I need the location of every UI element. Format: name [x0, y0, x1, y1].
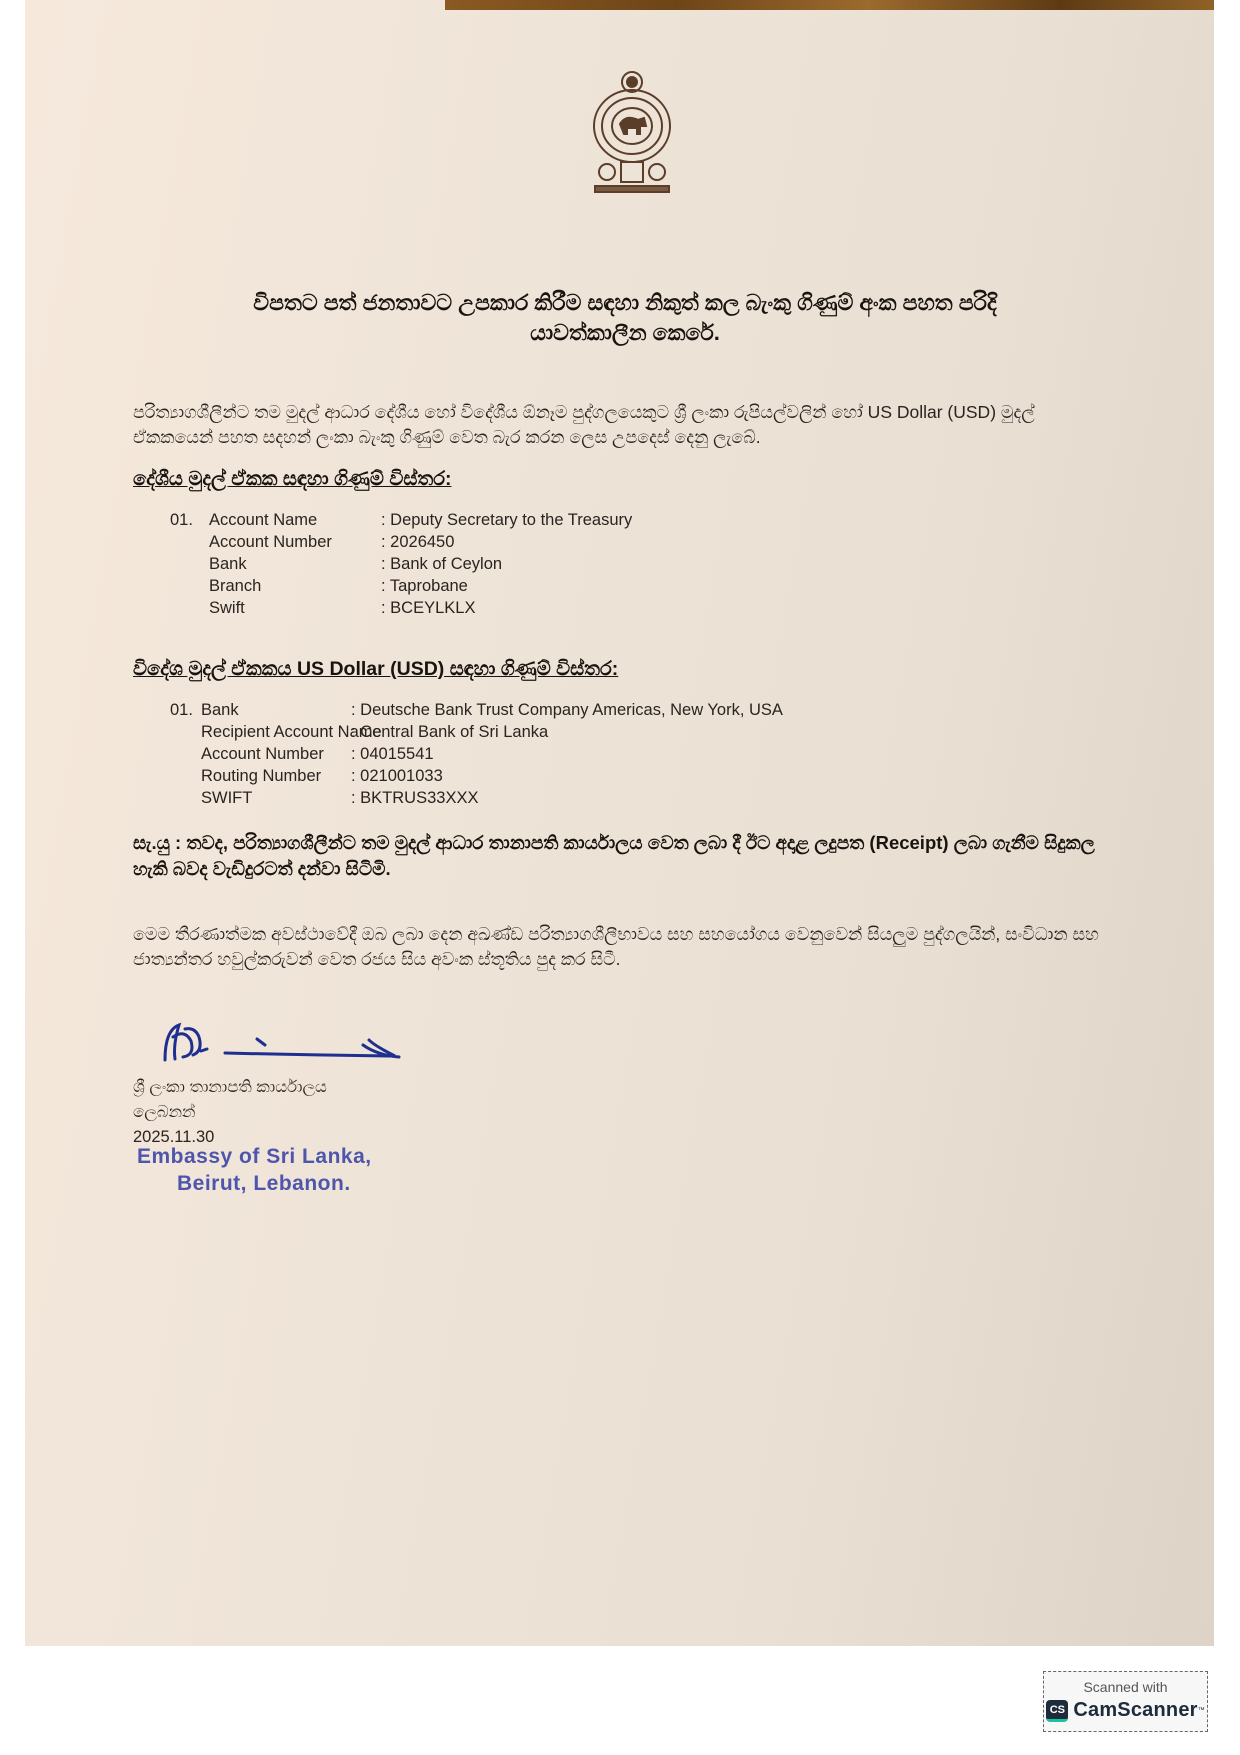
camscanner-logo-icon: CS [1046, 1700, 1068, 1722]
account-label: Recipient Account Name [201, 723, 382, 741]
camscanner-badge [1043, 1671, 1208, 1732]
account-value: : Deputy Secretary to the Treasury [381, 511, 633, 529]
stamp-line-2: Beirut, Lebanon. [177, 1172, 351, 1195]
item-number: 01. [170, 511, 193, 529]
account-label: Account Name [209, 511, 318, 529]
document-page [25, 0, 1214, 1646]
account-value: : Deutsche Bank Trust Company Americas, New York, USA [351, 701, 783, 719]
account-value: : BKTRUS33XXX [351, 789, 479, 807]
receipt-note: සැ.යු : තවද, පරිත්‍යාගශීලීන්ට තම මුදල් ආධාර තානාපති කාර්යාලය වෙත ලබා දී ඊට අදාළ ලදුපත (Receipt) ලබා ගැනීම සිදුකල හැකි බවද වැඩිදුරටත් දන්වා සිටිමි. [133, 832, 1095, 879]
account-value: : 021001033 [351, 767, 443, 785]
account-label: Branch [209, 577, 262, 595]
account-label: Bank [201, 701, 239, 719]
account-label: Account Number [209, 533, 332, 551]
document-title [125, 288, 1125, 348]
item-number: 01. [170, 701, 193, 719]
account-value: : 04015541 [351, 745, 434, 763]
signatory-country: ලෙබනන් [133, 1103, 196, 1121]
account-value: : Central Bank of Sri Lanka [351, 723, 549, 741]
signatory-block [133, 1075, 327, 1150]
intro-paragraph: පරිත්‍යාගශීලීන්ට තම මුදල් ආධාර දේශීය හෝ විදේශීය ඕනෑම පුද්ගලයෙකුට ශ්‍රී ලංකා රුපියල්වලින් හෝ US Dollar (USD) මුදල් ඒකකයෙන් පහත සදහන් ලංකා බැංකු ගිණුම් වෙත බැර කරන ලෙස උපදෙස් දෙනු ලැබේ. [133, 402, 1035, 447]
account-label: Routing Number [201, 767, 322, 785]
trademark-symbol: ™ [1197, 1707, 1205, 1714]
signature-date: 2025.11.30 [133, 1128, 215, 1146]
embassy-stamp [137, 1143, 372, 1197]
background-table-edge [445, 0, 1214, 10]
account-value: : BCEYLKLX [381, 599, 476, 617]
stamp-line-1: Embassy of Sri Lanka, [137, 1145, 372, 1168]
title-line-1: විපතට පත් ජනතාවට උපකාර කිරීම සඳහා නිකුත් කල බැංකු ගිණුම් අංක පහත පරිදි [253, 290, 997, 315]
account-label: SWIFT [201, 789, 253, 807]
account-label: Swift [209, 599, 245, 617]
local-currency-heading: දේශීය මුදල් ඒකක සඳහා ගිණුම් විස්තර: [133, 468, 452, 490]
account-value: : Bank of Ceylon [381, 555, 503, 573]
camscanner-name: CamScanner [1073, 1699, 1198, 1721]
title-line-2: යාවත්කාලීන කෙරේ. [530, 320, 720, 345]
account-value: : Taprobane [381, 577, 468, 595]
closing-paragraph: මෙම තීරණාත්මක අවස්ථාවේදී ඔබ ලබා දෙන අඛණ්ඩ පරිත්‍යාගශීලීභාවය සහ සහයෝගය වෙනුවෙන් සියලුම පුද්ගලයින්, සංවිධාන සහ ජාත්‍යන්තර හවුල්කරුවන් වෙත රජය සිය අවංක ස්තූතිය පුද කර සිටී. [133, 924, 1099, 969]
account-value: : 2026450 [381, 533, 455, 551]
account-label: Account Number [201, 745, 324, 763]
signatory-office: ශ්‍රී ලංකා තානාපති කාර්යාලය [133, 1078, 327, 1096]
usd-currency-heading: විදේශ මුදල් ඒකකය US Dollar (USD) සඳහා ගිණුම් විස්තර: [133, 658, 619, 680]
scanned-with-label: Scanned with [1083, 1679, 1168, 1695]
national-emblem-icon [587, 68, 677, 196]
handwritten-signature [155, 1015, 455, 1075]
account-label: Bank [209, 555, 247, 573]
